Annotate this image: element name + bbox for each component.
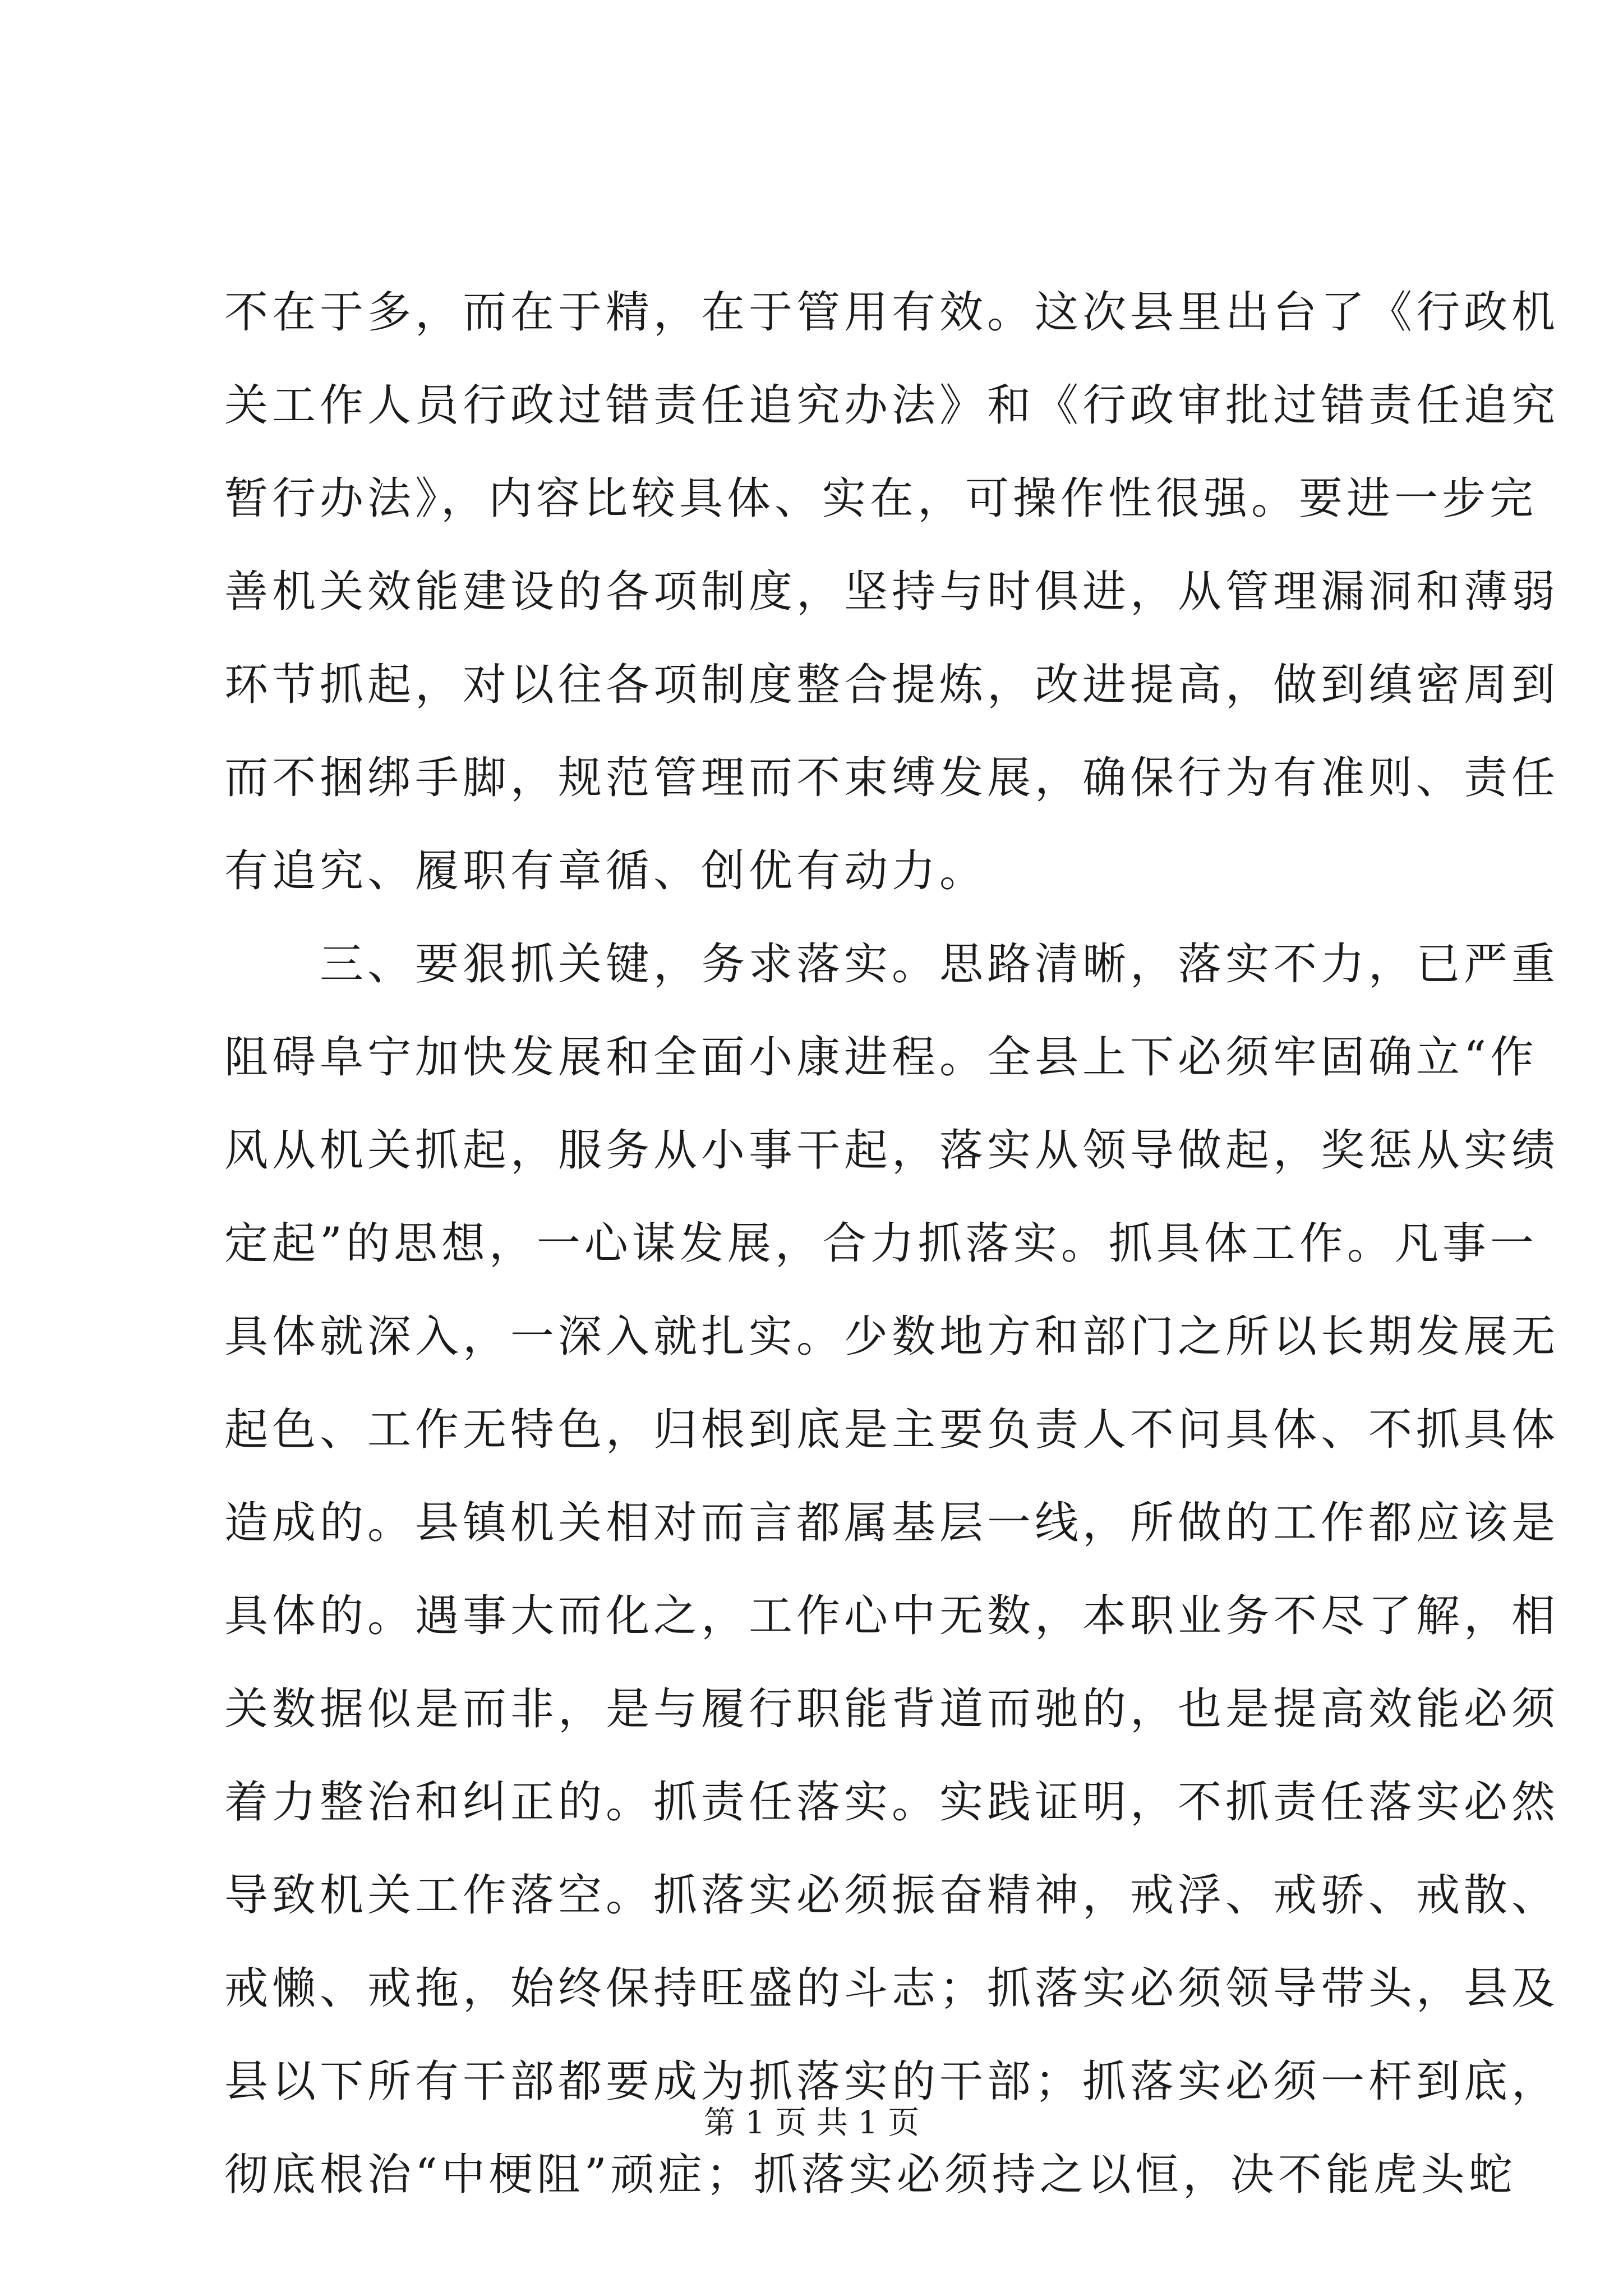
- text-line: 造成的。县镇机关相对而言都属基层一线，所做的工作都应该是: [224, 1498, 1560, 1548]
- text-line: 阻碍阜宁加快发展和全面小康进程。全县上下必须牢固确立“作: [224, 1032, 1538, 1083]
- text-line: 定起”的思想，一心谋发展，合力抓落实。抓具体工作。凡事一: [224, 1218, 1538, 1269]
- text-line: 而不捆绑手脚，规范管理而不束缚发展，确保行为有准则、责任: [224, 753, 1560, 803]
- text-line: 不在于多，而在于精，在于管用有效。这次县里出台了《行政机: [224, 287, 1560, 338]
- page-number-footer: 第 1 页 共 1 页: [703, 2105, 920, 2141]
- text-line: 县以下所有干部都要成为抓落实的干部；抓落实必须一杆到底，: [224, 2056, 1560, 2107]
- text-line: 起色、工作无特色，归根到底是主要负责人不问具体、不抓具体: [224, 1405, 1560, 1455]
- text-line: 关工作人员行政过错责任追究办法》和《行政审批过错责任追究: [224, 380, 1560, 431]
- text-line: 戒懒、戒拖，始终保持旺盛的斗志；抓落实必须领导带头，县及: [224, 1963, 1560, 2014]
- text-line: 彻底根治“中梗阻”顽症；抓落实必须持之以恒，决不能虎头蛇: [224, 2150, 1516, 2200]
- text-line: 具体的。遇事大而化之，工作心中无数，本职业务不尽了解，相: [224, 1591, 1560, 1641]
- text-line: 关数据似是而非，是与履行职能背道而驰的，也是提高效能必须: [224, 1684, 1560, 1734]
- text-line: 三、要狠抓关键，务求落实。思路清晰，落实不力，已严重: [224, 939, 1560, 990]
- text-line: 善机关效能建设的各项制度，坚持与时俱进，从管理漏洞和薄弱: [224, 567, 1560, 617]
- text-line: 着力整治和纠正的。抓责任落实。实践证明，不抓责任落实必然: [224, 1777, 1560, 1828]
- document-body: [224, 266, 1560, 2221]
- text-line: 导致机关工作落空。抓落实必须振奋精神，戒浮、戒骄、戒散、: [224, 1870, 1560, 1921]
- text-line: 风从机关抓起，服务从小事干起，落实从领导做起，奖惩从实绩: [224, 1125, 1560, 1176]
- text-line: 暂行办法》，内容比较具体、实在，可操作性很强。要进一步完: [224, 473, 1538, 524]
- text-line: 有追究、履职有章循、创优有动力。: [224, 846, 988, 896]
- text-line: 具体就深入，一深入就扎实。少数地方和部门之所以长期发展无: [224, 1312, 1560, 1362]
- text-line: 环节抓起，对以往各项制度整合提炼，改进提高，做到缜密周到: [224, 660, 1560, 710]
